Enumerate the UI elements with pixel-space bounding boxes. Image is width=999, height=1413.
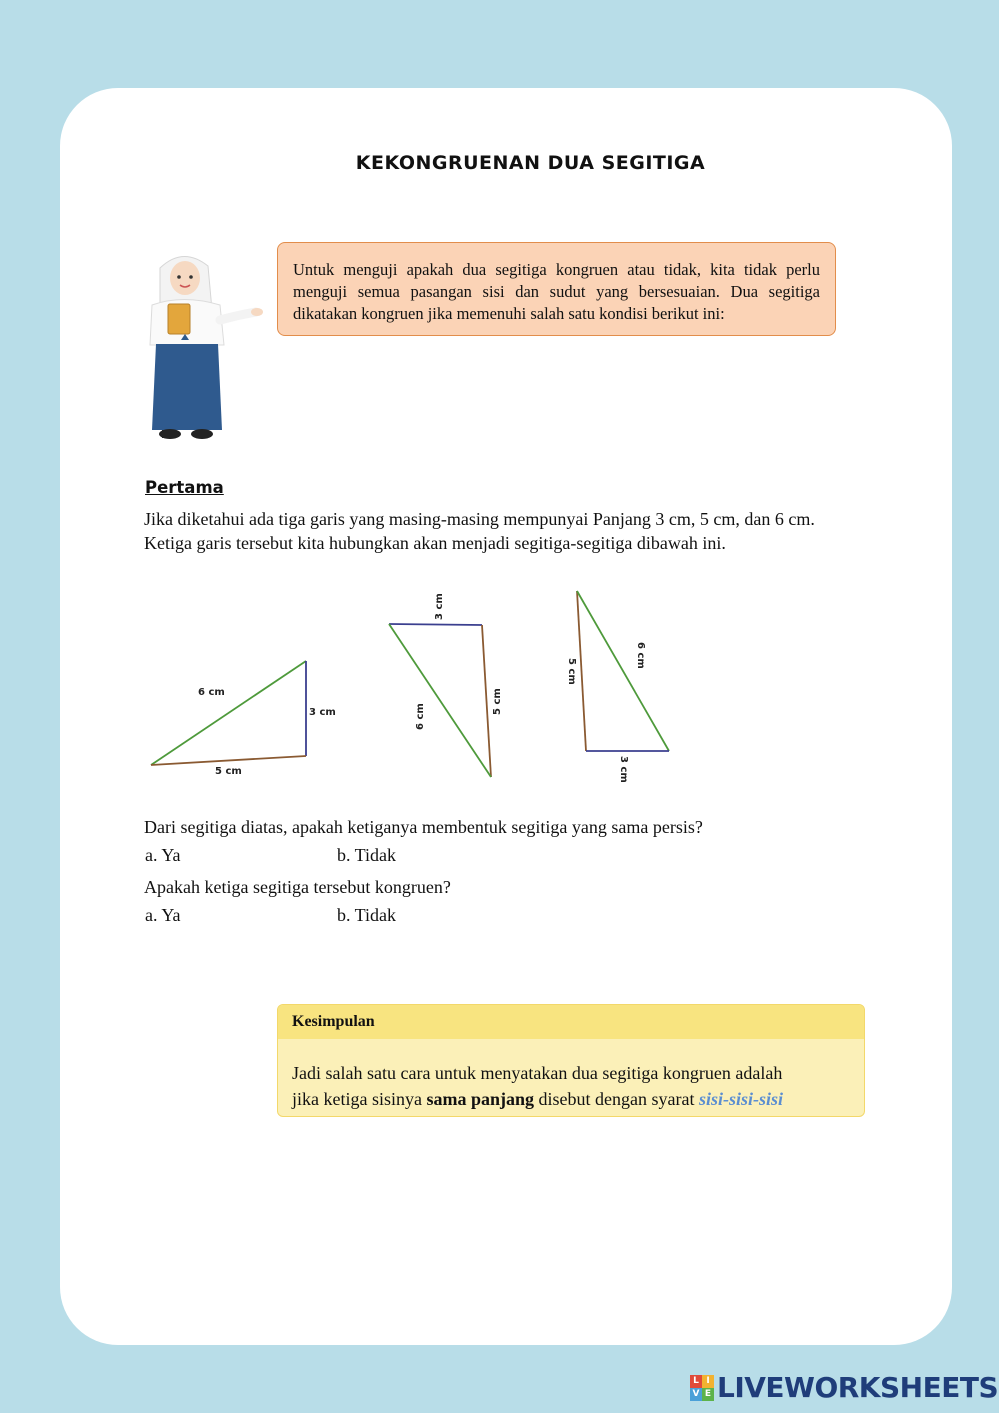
t3-side-6 [577,591,669,751]
t1-label-6: 6 cm [198,687,225,698]
section-heading: Pertama [145,478,224,497]
t1-side-5 [151,756,306,765]
conclusion-line-2-pre: jika ketiga sisinya [292,1089,427,1109]
conclusion-term: sisi-sisi-sisi [698,1089,783,1109]
liveworksheets-brand [690,1371,998,1404]
triangles-figure [140,580,700,790]
t2-label-3: 3 cm [434,593,445,620]
section-paragraph-2: Ketiga garis tersebut kita hubungkan akan menjadi segitiga-segitiga dibawah ini. [144,533,726,553]
t1-label-5: 5 cm [215,766,242,777]
t2-side-3 [389,624,482,625]
t2-label-5: 5 cm [492,688,503,715]
conclusion-line-2 [292,1086,850,1112]
question-1-text: Dari segitiga diatas, apakah ketiganya membentuk segitiga yang sama persis? [144,817,703,837]
liveworksheets-logo-icon [690,1375,714,1401]
student-illustration [138,250,268,446]
question-1-option-b[interactable]: b. Tidak [337,845,397,865]
intro-callout: Untuk menguji apakah dua segitiga kongruen atau tidak, kita tidak perlu menguji semua pasangan sisi dan sudut yang bersesuaian. Dua segitiga dikatakan kongruen jika memenuhi salah satu kondisi berikut ini: [277,242,836,336]
conclusion-line-2-mid: disebut dengan syarat [534,1089,699,1109]
t2-label-6: 6 cm [415,703,426,730]
question-2-option-a[interactable]: a. Ya [145,905,181,925]
conclusion-text [278,1039,864,1112]
section-paragraph-1: Jika diketahui ada tiga garis yang masing-masing mempunyai Panjang 3 cm, 5 cm, dan 6 cm. [144,509,815,529]
conclusion-emphasis: sama panjang [426,1089,535,1109]
t3-side-5 [577,591,586,751]
brand-name: LIVEWORKSHEETS [717,1371,999,1404]
logo-letter-i: I [702,1375,714,1388]
t1-label-3: 3 cm [309,707,336,718]
t3-label-6: 6 cm [635,642,646,669]
t2-side-5 [482,625,491,777]
conclusion-heading: Kesimpulan [278,1005,864,1039]
question-2-option-b[interactable]: b. Tidak [337,905,397,925]
conclusion-line-1: Jadi salah satu cara untuk menyatakan dua segitiga kongruen adalah [292,1063,783,1083]
t3-label-5: 5 cm [566,658,577,685]
conclusion-box [277,1004,865,1117]
t2-side-6 [389,624,491,777]
logo-letter-v: V [690,1388,702,1401]
question-2-text: Apakah ketiga segitiga tersebut kongruen? [144,877,451,897]
question-1-option-a[interactable]: a. Ya [145,845,181,865]
t3-label-3: 3 cm [618,756,629,783]
page-title: KEKONGRUENAN DUA SEGITIGA [355,152,706,174]
t1-side-6 [151,661,306,765]
logo-letter-e: E [702,1388,714,1401]
logo-letter-l: L [690,1375,702,1388]
